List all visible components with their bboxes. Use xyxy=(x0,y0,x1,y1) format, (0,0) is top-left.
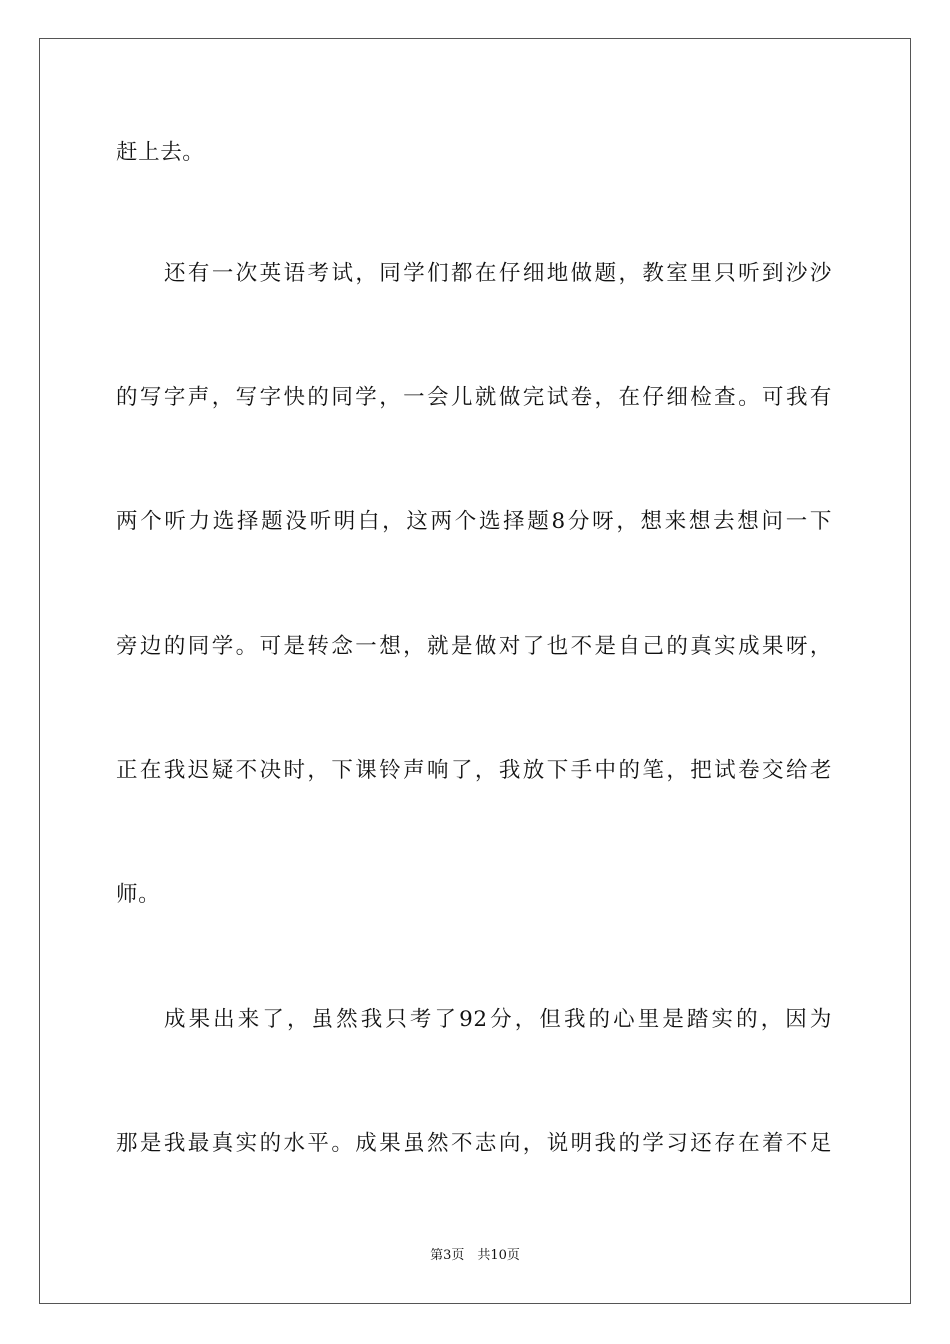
text-line: 旁边的同学。可是转念一想，就是做对了也不是自己的真实成果呀， xyxy=(116,634,832,659)
page-number-footer: 第3页 共10页 xyxy=(430,1248,520,1263)
text-line: 的写字声，写字快的同学，一会儿就做完试卷，在仔细检查。可我有 xyxy=(116,385,832,410)
page-border xyxy=(39,38,911,1304)
text-line: 师。 xyxy=(116,882,161,907)
text-line: 那是我最真实的水平。成果虽然不志向，说明我的学习还存在着不足 xyxy=(116,1131,832,1156)
text-line: 两个听力选择题没听明白，这两个选择题8分呀，想来想去想问一下 xyxy=(116,509,832,534)
paragraph-first-line: 还有一次英语考试，同学们都在仔细地做题，教室里只听到沙沙 xyxy=(164,261,832,286)
text-line: 正在我迟疑不决时，下课铃声响了，我放下手中的笔，把试卷交给老 xyxy=(116,758,832,783)
text-line: 赶上去。 xyxy=(116,140,205,165)
paragraph-first-line: 成果出来了，虽然我只考了92分，但我的心里是踏实的，因为 xyxy=(164,1007,832,1032)
